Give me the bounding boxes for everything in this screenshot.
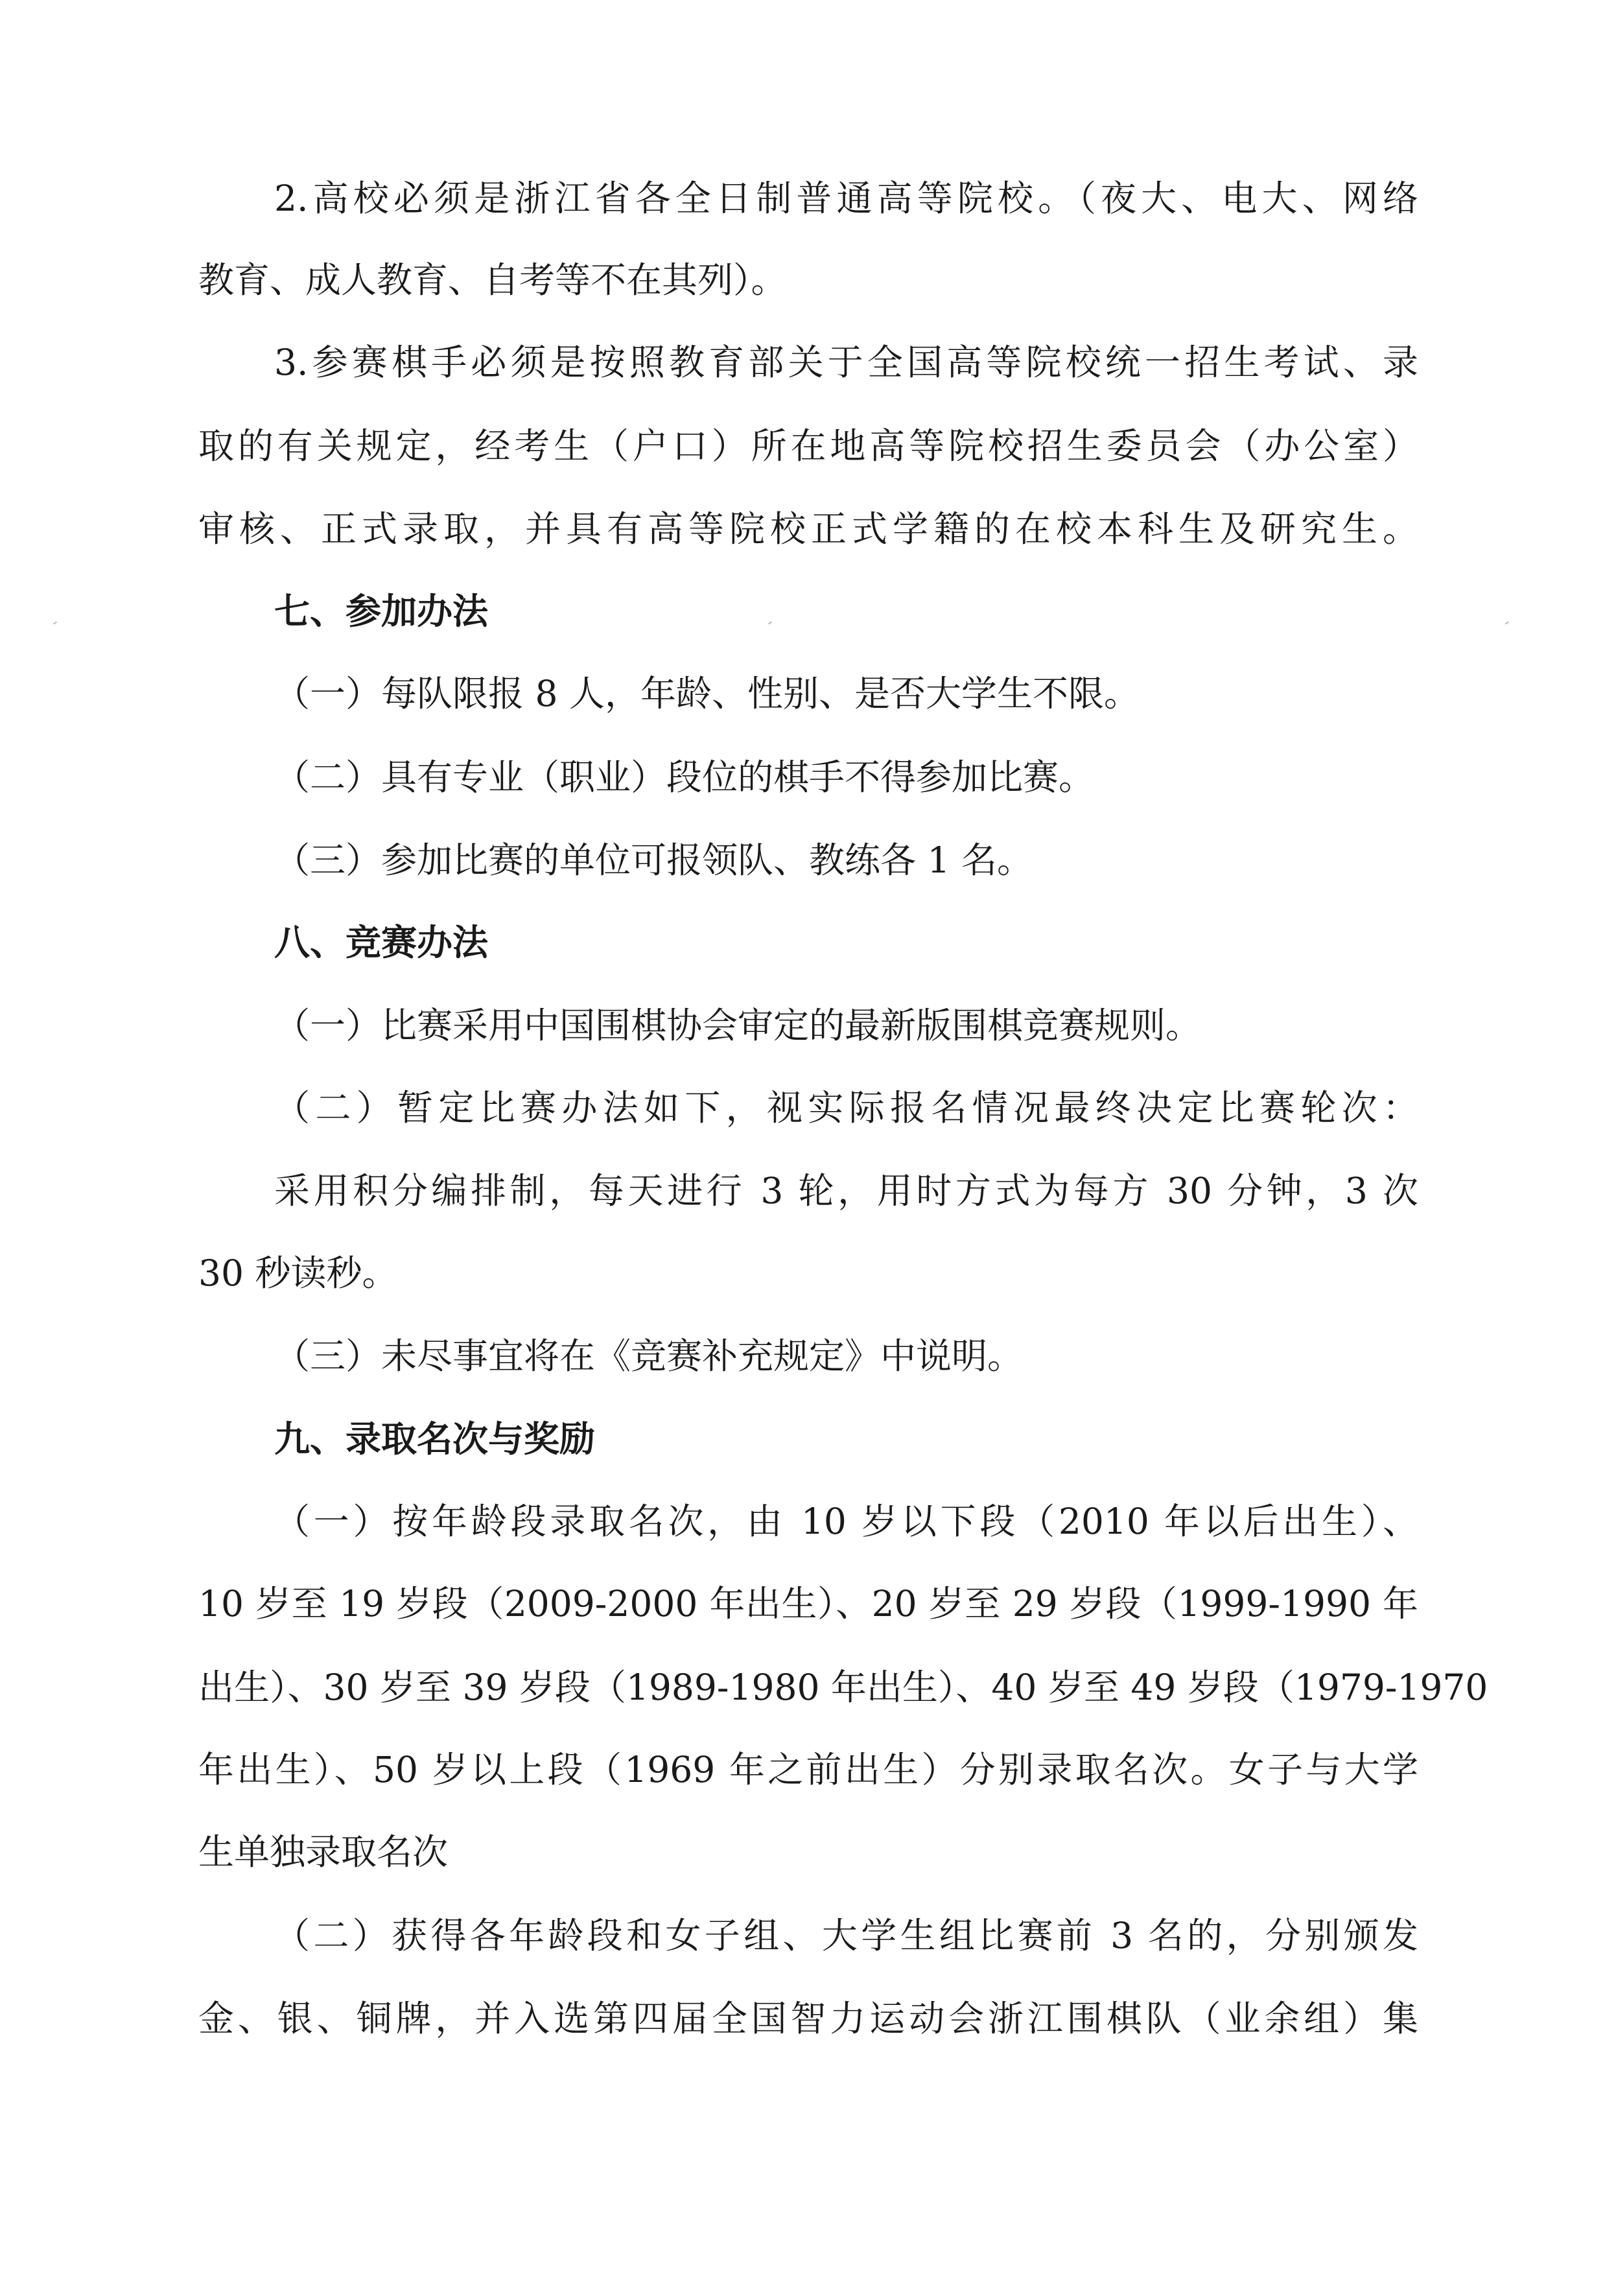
paragraph-line: 3.参赛棋手必须是按照教育部关于全国高等院校统一招生考试、录 [274, 342, 1418, 383]
paragraph-line: （三）未尽事宜将在《竞赛补充规定》中说明。 [274, 1335, 1024, 1377]
scan-speck [1505, 622, 1509, 625]
paragraph-line: 教育、成人教育、自考等不在其列）。 [198, 259, 787, 301]
paragraph-line: （三）参加比赛的单位可报领队、教练各 1 名。 [274, 839, 1033, 881]
scan-speck [53, 622, 57, 625]
paragraph-line: 采用积分编排制，每天进行 3 轮，用时方式为每方 30 分钟，3 次 [274, 1170, 1418, 1212]
paragraph-line: （二）暂定比赛办法如下，视实际报名情况最终决定比赛轮次： [274, 1087, 1418, 1129]
paragraph-line: 2.高校必须是浙江省各全日制普通高等院校。（夜大、电大、网络 [274, 178, 1418, 219]
paragraph-line: 取的有关规定，经考生（户口）所在地高等院校招生委员会（办公室） [198, 425, 1418, 467]
paragraph-line: （一）每队限报 8 人，年龄、性别、是否大学生不限。 [274, 673, 1140, 714]
paragraph-line: （一）按年龄段录取名次，由 10 岁以下段（2010 年以后出生）、 [274, 1501, 1419, 1542]
paragraph-line: 金、银、铜牌，并入选第四届全国智力运动会浙江围棋队（业余组）集 [198, 1998, 1418, 2039]
paragraph-line: 10 岁至 19 岁段（2009-2000 年出生）、20 岁至 29 岁段（1999-1990 年 [198, 1583, 1418, 1624]
paragraph-line: 出生）、30 岁至 39 岁段（1989-1980 年出生）、40 岁至 49 岁段（1979-1970 [198, 1667, 1488, 1708]
section-heading: 七、参加办法 [274, 591, 489, 632]
section-heading: 九、录取名次与奖励 [274, 1418, 596, 1460]
paragraph-line: 审核、正式录取，并具有高等院校正式学籍的在校本科生及研究生。 [198, 508, 1418, 550]
section-heading: 八、竞赛办法 [274, 922, 489, 963]
paragraph-line: 年出生）、50 岁以上段（1969 年之前出生）分别录取名次。女子与大学 [198, 1749, 1418, 1790]
paragraph-line: 生单独录取名次 [198, 1831, 449, 1873]
paragraph-line: （二）获得各年龄段和女子组、大学生组比赛前 3 名的，分别颁发 [274, 1915, 1418, 1956]
paragraph-line: （一）比赛采用中国围棋协会审定的最新版围棋竞赛规则。 [274, 1005, 1202, 1046]
paragraph-line: （二）具有专业（职业）段位的棋手不得参加比赛。 [274, 756, 1095, 798]
paragraph-line: 30 秒读秒。 [198, 1252, 398, 1294]
